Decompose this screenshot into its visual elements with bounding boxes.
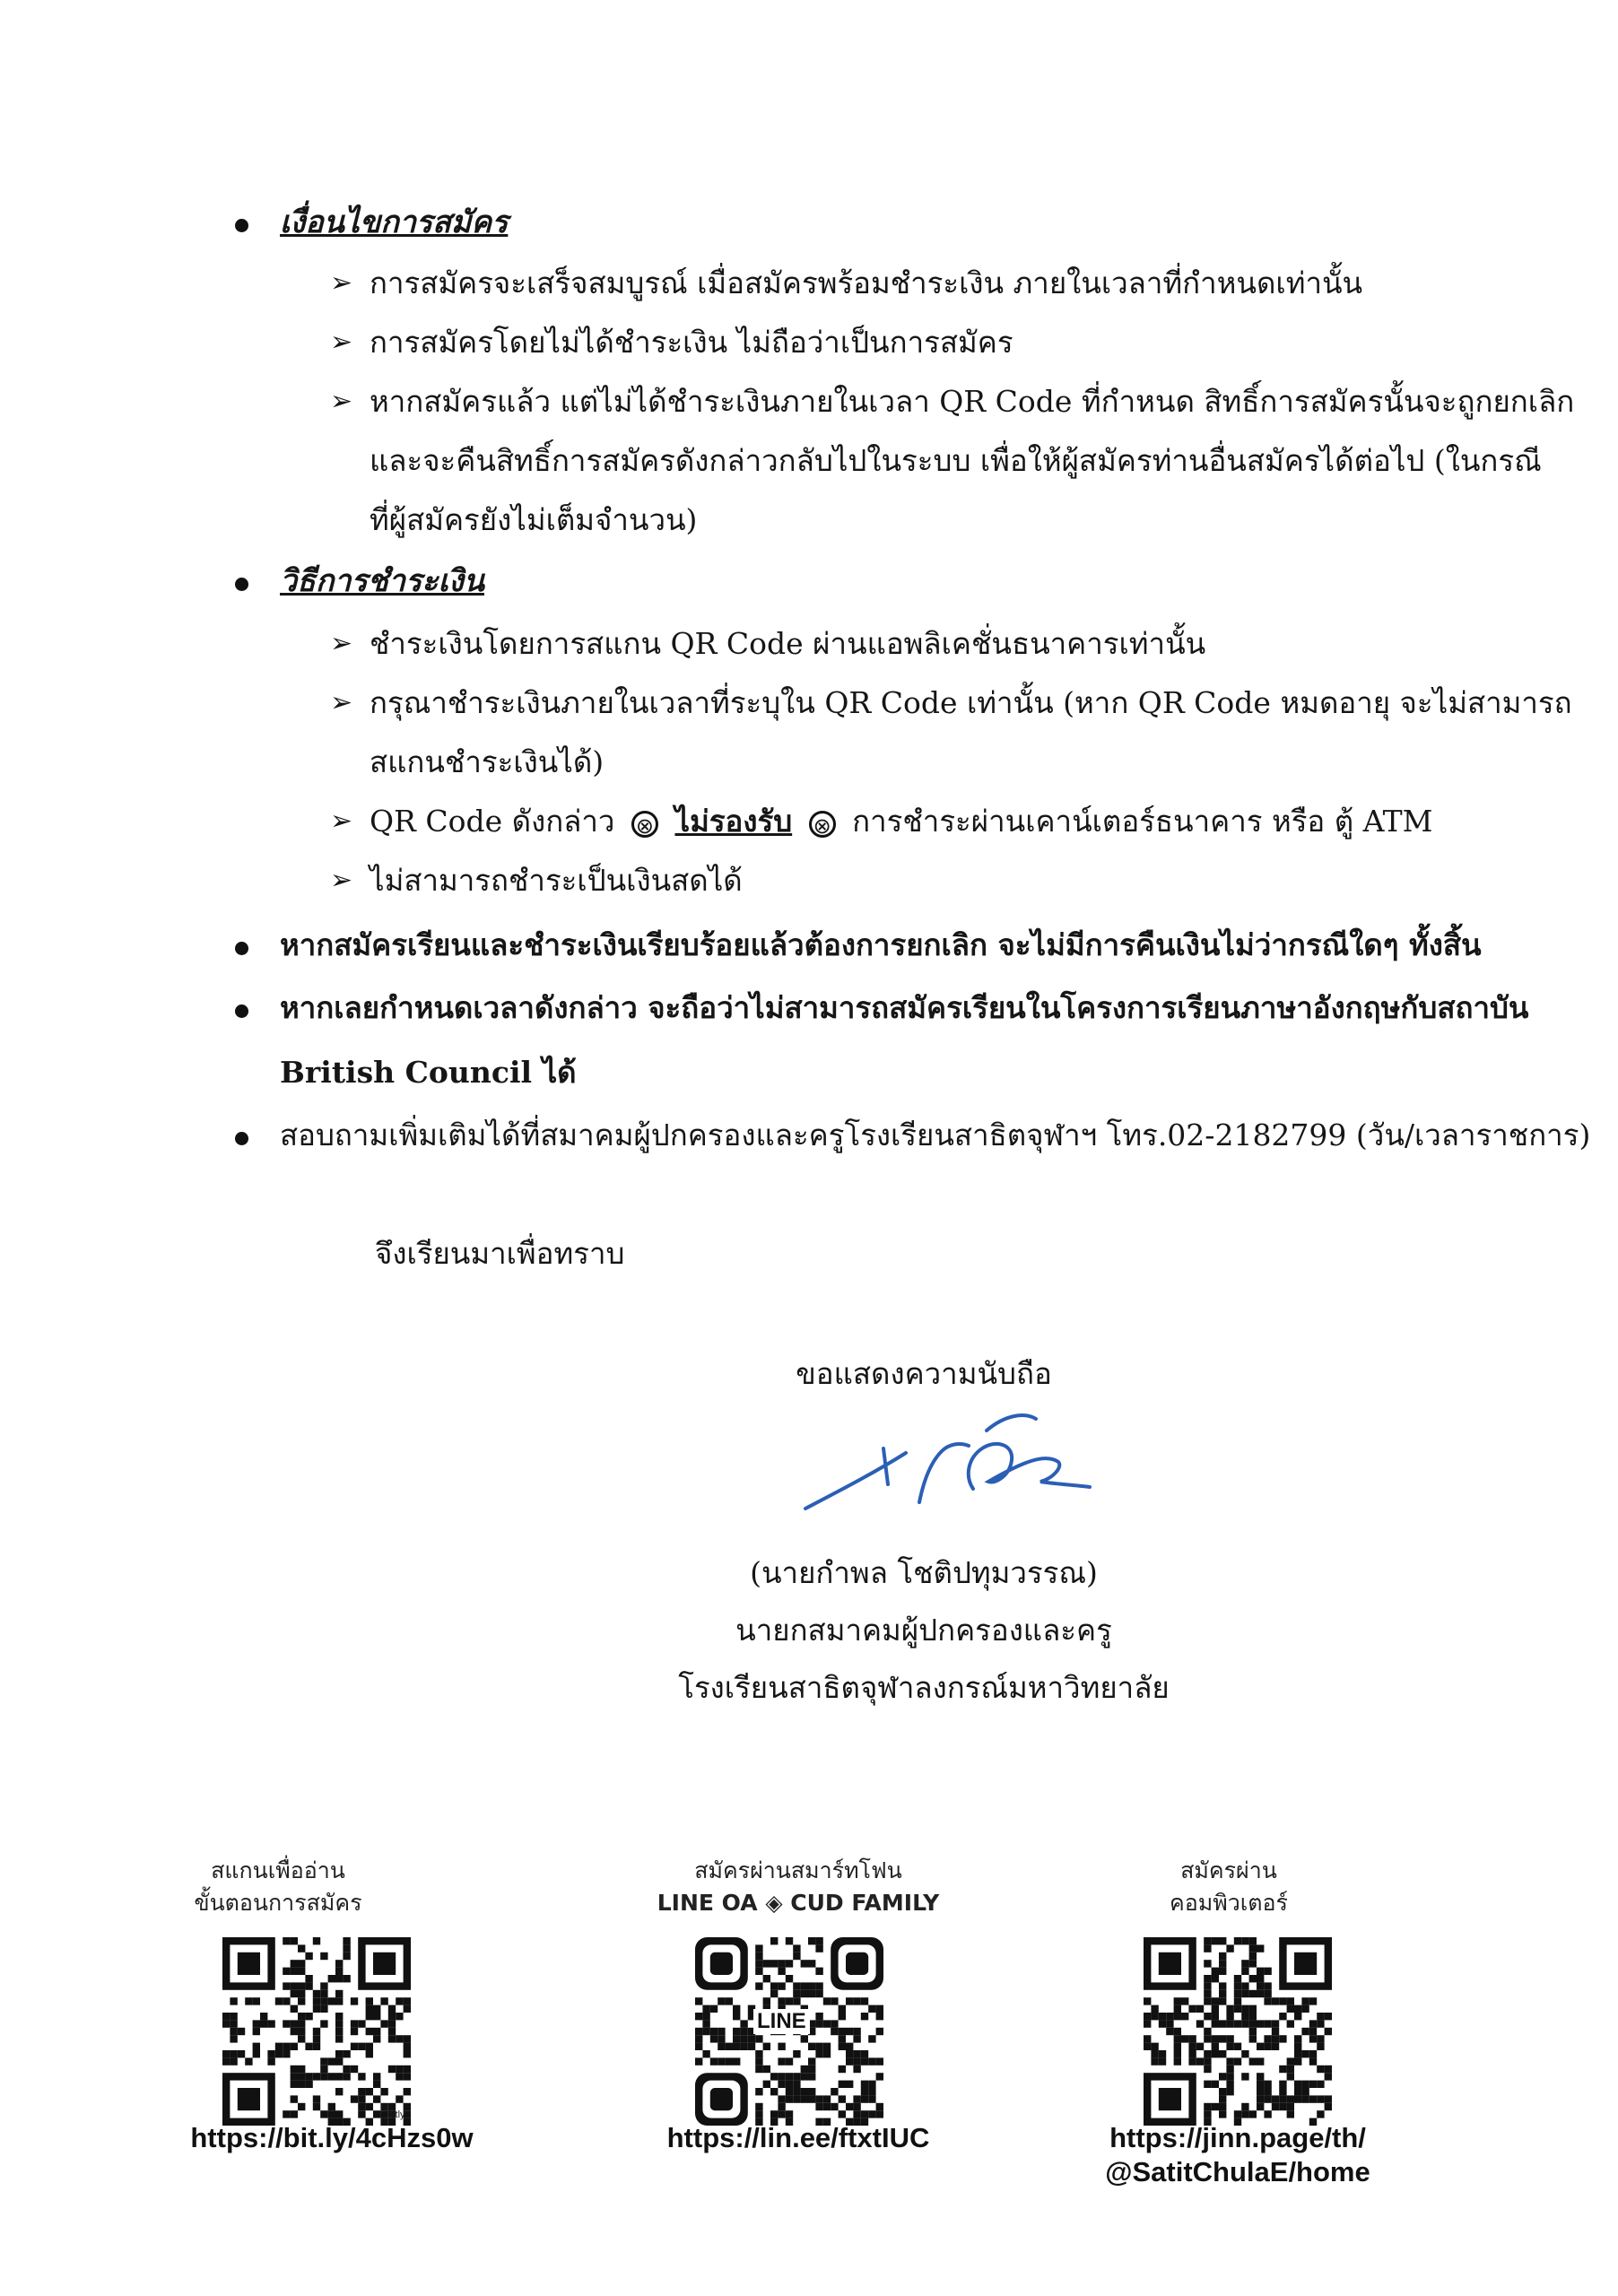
- not-supported-label: ไม่รองรับ: [674, 804, 793, 839]
- qr-code-3: [1144, 1937, 1332, 2126]
- bullet: [235, 1004, 248, 1018]
- arrow-bullet-icon: ➢: [330, 267, 353, 299]
- payment-item-3-pre: QR Code ดังกล่าว: [370, 804, 615, 839]
- qr-2-url: https://lin.ee/ftxtIUC: [666, 2122, 930, 2153]
- payment-item-4: ไม่สามารถชำระเป็นเงินสดได้: [370, 863, 743, 898]
- condition-item-3-line-1: หากสมัครแล้ว แต่ไม่ได้ชำระเงินภายในเวลา QR Code ที่กำหนด สิทธิ์การสมัครนั้นจะถูกยกเลิก: [370, 384, 1575, 419]
- bullet: [235, 219, 248, 232]
- payment-item-1: ชำระเงินโดยการสแกน QR Code ผ่านแอพลิเคชั่นธนาคารเท่านั้น: [370, 626, 1206, 661]
- condition-item-2: การสมัครโดยไม่ได้ชำระเงิน ไม่ถือว่าเป็นการสมัคร: [370, 325, 1013, 360]
- qr-2-caption-2: LINE OA ◈ CUD FAMILY: [657, 1890, 940, 1916]
- deadline-note-line-1: หากเลยกำหนดเวลาดังกล่าว จะถือว่าไม่สามารถสมัครเรียนในโครงการเรียนภาษาอังกฤษกับสถาบัน: [280, 990, 1529, 1025]
- qr-3-url-line-2: @SatitChulaE/home: [1105, 2156, 1370, 2187]
- signer-title-1: นายกสมาคมผู้ปกครองและครู: [735, 1613, 1112, 1648]
- circled-x-icon: ⊗: [809, 811, 836, 838]
- line-logo-badge: LINE: [753, 2009, 810, 2034]
- signature: [789, 1399, 1112, 1525]
- qr-1-caption-2: ขั้นตอนการสมัคร: [194, 1890, 362, 1916]
- arrow-bullet-icon: ➢: [330, 326, 353, 358]
- refund-note: หากสมัครเรียนและชำระเงินเรียบร้อยแล้วต้องการยกเลิก จะไม่มีการคืนเงินไม่ว่ากรณีใดๆ ทั้งสิ้น: [280, 927, 1482, 962]
- bullet: [235, 1132, 248, 1145]
- arrow-bullet-icon: ➢: [330, 687, 353, 718]
- signer-title-2: โรงเรียนสาธิตจุฬาลงกรณ์มหาวิทยาลัย: [678, 1670, 1170, 1705]
- bullet: [235, 578, 248, 591]
- payment-heading: วิธีการชำระเงิน: [280, 563, 484, 599]
- bitly-tag: bitly: [387, 2109, 405, 2120]
- circled-x-icon: ⊗: [631, 811, 658, 838]
- payment-item-3: [370, 800, 1432, 843]
- payment-item-2-line-1: กรุณาชำระเงินภายในเวลาที่ระบุใน QR Code เท่านั้น (หาก QR Code หมดอายุ จะไม่สามารถ: [370, 685, 1572, 720]
- contact-note: สอบถามเพิ่มเติมได้ที่สมาคมผู้ปกครองและครูโรงเรียนสาธิตจุฬาฯ โทร.02-2182799 (วัน/เวลาราชการ): [280, 1118, 1591, 1152]
- bullet: [235, 942, 248, 955]
- signer-name: (นายกำพล โชติปทุมวรรณ): [750, 1555, 1098, 1590]
- payment-item-2-line-2: สแกนชำระเงินได้): [370, 744, 605, 779]
- arrow-bullet-icon: ➢: [330, 805, 353, 837]
- qr-1-url: https://bit.ly/4cHzs0w: [190, 2122, 474, 2153]
- qr-3-caption-2: คอมพิวเตอร์: [1170, 1890, 1288, 1916]
- arrow-bullet-icon: ➢: [330, 865, 353, 896]
- qr-3-caption-1: สมัครผ่าน: [1180, 1857, 1277, 1883]
- qr-3-url-line-1: https://jinn.page/th/: [1109, 2122, 1366, 2153]
- qr-code-1: [222, 1937, 411, 2126]
- deadline-note-line-2: British Council ได้: [280, 1055, 577, 1090]
- condition-item-3-line-2: และจะคืนสิทธิ์การสมัครดังกล่าวกลับไปในระบบ เพื่อให้ผู้สมัครท่านอื่นสมัครได้ต่อไป (ในกรณี: [370, 443, 1542, 478]
- qr-2-caption-1: สมัครผ่านสมาร์ทโฟน: [694, 1857, 902, 1883]
- qr-1-caption-1: สแกนเพื่ออ่าน: [211, 1857, 345, 1883]
- condition-item-3-line-3: ที่ผู้สมัครยังไม่เต็มจำนวน): [370, 502, 698, 537]
- arrow-bullet-icon: ➢: [330, 386, 353, 417]
- closing-regards: ขอแสดงความนับถือ: [796, 1356, 1052, 1391]
- conditions-heading: เงื่อนไขการสมัคร: [280, 204, 509, 240]
- arrow-bullet-icon: ➢: [330, 628, 353, 659]
- payment-item-3-post: การชำระผ่านเคาน์เตอร์ธนาคาร หรือ ตู้ ATM: [852, 804, 1433, 839]
- closing-inform: จึงเรียนมาเพื่อทราบ: [375, 1236, 625, 1271]
- condition-item-1: การสมัครจะเสร็จสมบูรณ์ เมื่อสมัครพร้อมชำระเงิน ภายในเวลาที่กำหนดเท่านั้น: [370, 265, 1363, 300]
